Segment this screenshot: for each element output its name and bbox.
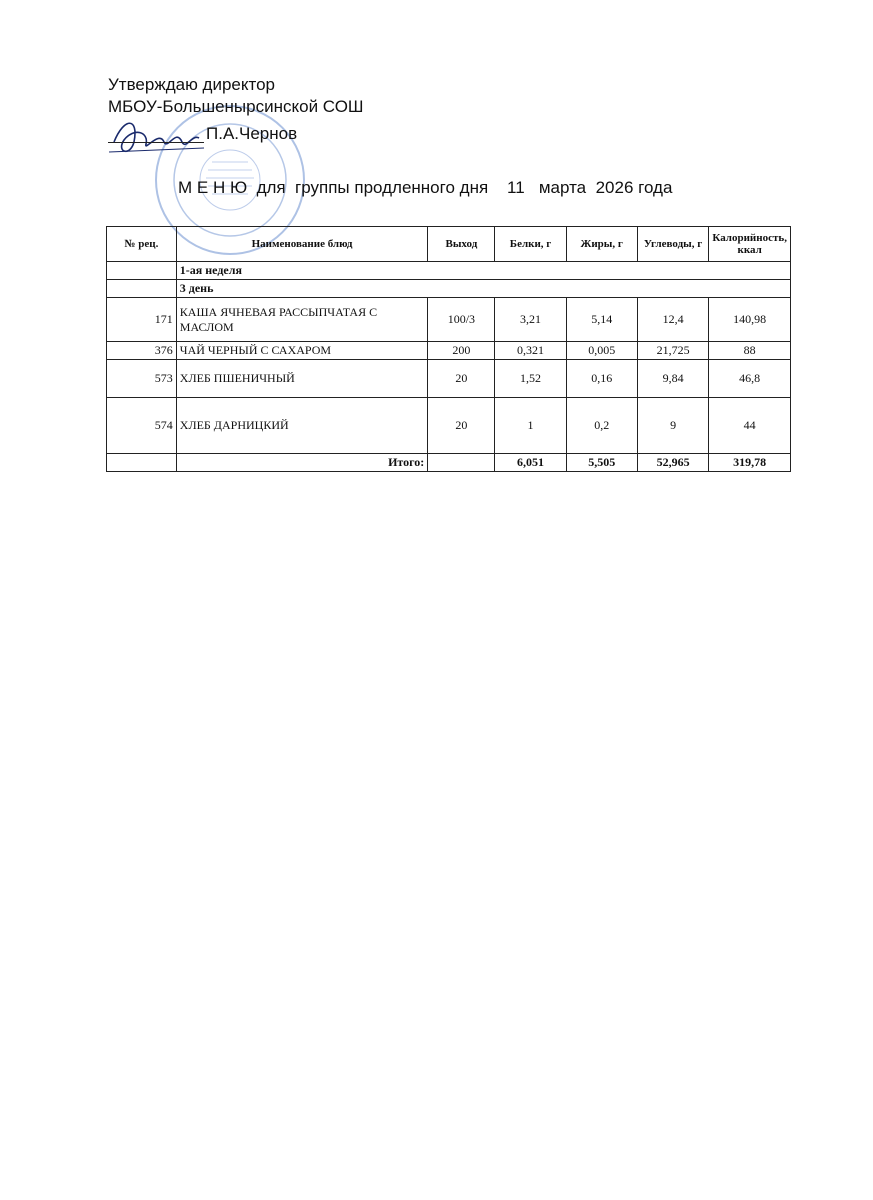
day-label: 3 день — [176, 280, 790, 298]
table-row — [107, 298, 791, 342]
calories: 46,8 — [709, 360, 791, 398]
table-row — [107, 360, 791, 398]
col-header: Наименование блюд — [176, 227, 428, 262]
protein: 1 — [495, 398, 566, 454]
col-header: Углеводы, г — [637, 227, 709, 262]
col-header: Калорийность, ккал — [709, 227, 791, 262]
carbs: 12,4 — [637, 298, 709, 342]
recipe-number: 574 — [107, 398, 177, 454]
school-name: МБОУ-Большенырсинской СОШ — [108, 97, 364, 116]
carbs: 21,725 — [637, 342, 709, 360]
recipe-number: 573 — [107, 360, 177, 398]
calories: 140,98 — [709, 298, 791, 342]
fat: 0,005 — [566, 342, 637, 360]
total-row — [107, 454, 791, 472]
day-row — [107, 280, 791, 298]
menu-table — [106, 226, 791, 472]
carbs: 9,84 — [637, 360, 709, 398]
dish-yield: 20 — [428, 360, 495, 398]
approval-block — [108, 74, 364, 118]
protein: 0,321 — [495, 342, 566, 360]
col-header: Жиры, г — [566, 227, 637, 262]
calories: 88 — [709, 342, 791, 360]
total-calories: 319,78 — [709, 454, 791, 472]
calories: 44 — [709, 398, 791, 454]
protein: 1,52 — [495, 360, 566, 398]
table-row — [107, 398, 791, 454]
total-protein: 6,051 — [495, 454, 566, 472]
recipe-number: 171 — [107, 298, 177, 342]
week-label: 1-ая неделя — [176, 262, 790, 280]
dish-name: ХЛЕБ ПШЕНИЧНЫЙ — [176, 360, 428, 398]
table-header-row — [107, 227, 791, 262]
signer-name: П.А.Чернов — [206, 124, 298, 143]
fat: 0,16 — [566, 360, 637, 398]
protein: 3,21 — [495, 298, 566, 342]
total-label: Итого: — [176, 454, 428, 472]
dish-yield: 200 — [428, 342, 495, 360]
approve-title: Утверждаю директор — [108, 75, 276, 94]
recipe-number: 376 — [107, 342, 177, 360]
dish-name: ХЛЕБ ДАРНИЦКИЙ — [176, 398, 428, 454]
total-carbs: 52,965 — [637, 454, 709, 472]
week-row — [107, 262, 791, 280]
director-signature — [104, 112, 214, 162]
col-header: Выход — [428, 227, 495, 262]
dish-yield: 100/3 — [428, 298, 495, 342]
dish-yield: 20 — [428, 398, 495, 454]
fat: 5,14 — [566, 298, 637, 342]
menu-title: М Е Н Ю для группы продленного дня 11 марта 2026 года — [178, 178, 673, 197]
dish-name: КАША ЯЧНЕВАЯ РАССЫПЧАТАЯ С МАСЛОМ — [176, 298, 428, 342]
dish-name: ЧАЙ ЧЕРНЫЙ С САХАРОМ — [176, 342, 428, 360]
total-fat: 5,505 — [566, 454, 637, 472]
fat: 0,2 — [566, 398, 637, 454]
signature-line — [108, 142, 204, 143]
carbs: 9 — [637, 398, 709, 454]
col-header: № рец. — [107, 227, 177, 262]
col-header: Белки, г — [495, 227, 566, 262]
table-row — [107, 342, 791, 360]
